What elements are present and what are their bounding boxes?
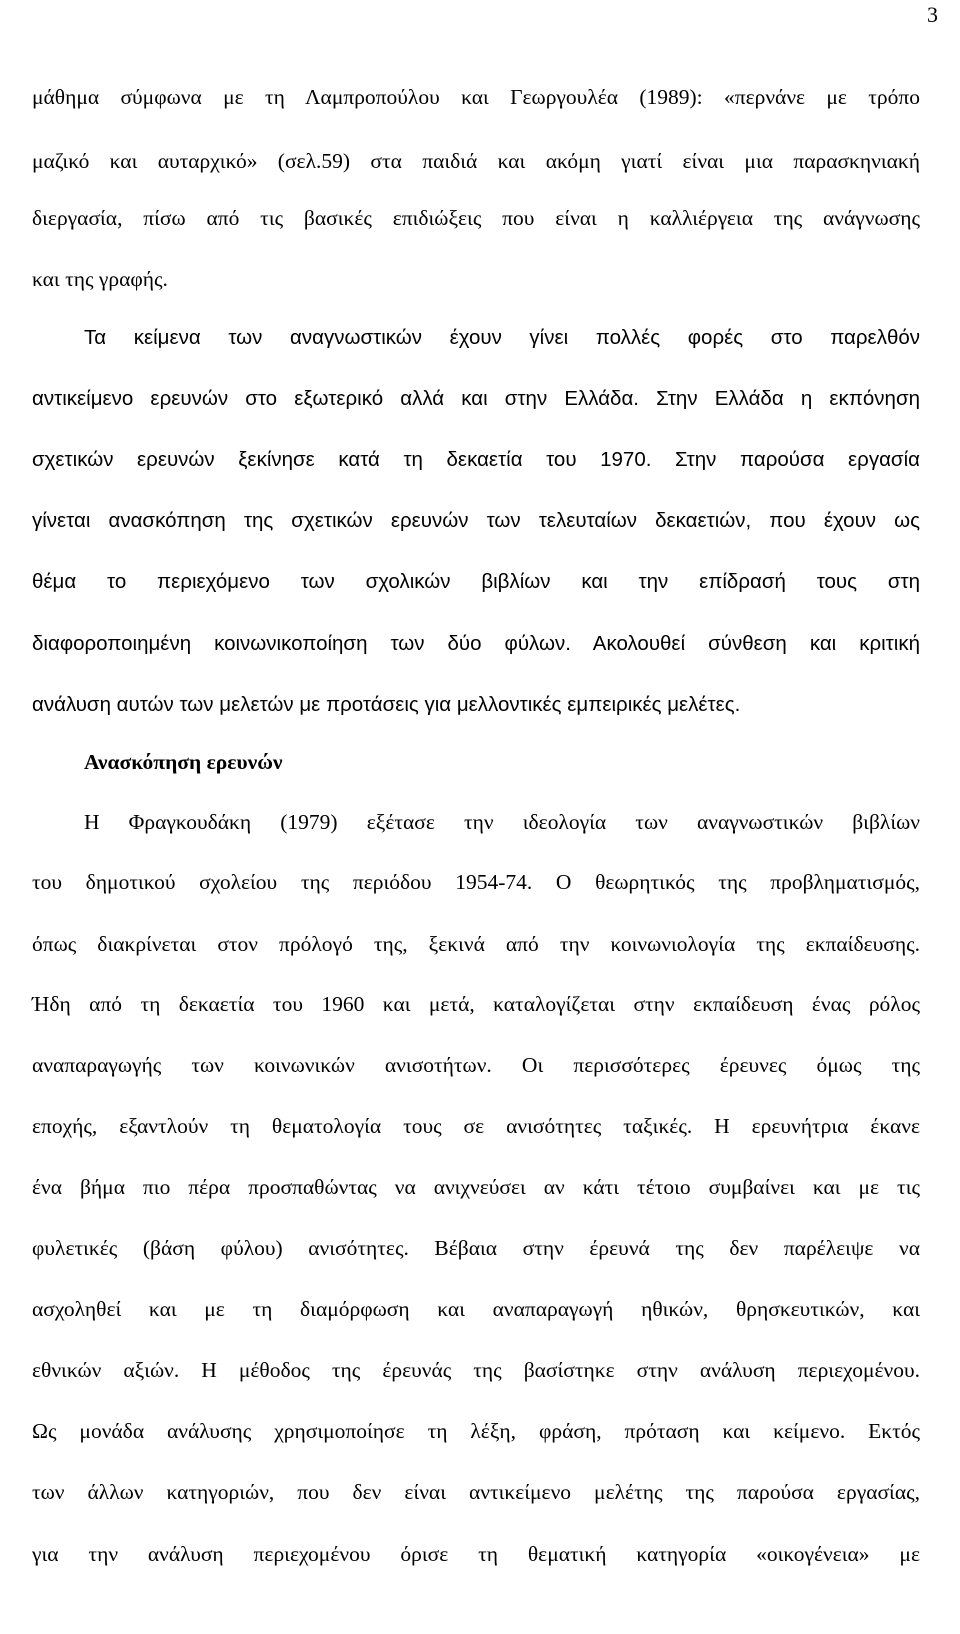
text-line: θέμα το περιεχόμενο των σχολικών βιβλίων και την επίδρασή τους στη [32, 570, 920, 593]
text-line: ασχοληθεί και με τη διαμόρφωση και αναπαραγωγή ηθικών, θρησκευτικών, και [32, 1297, 920, 1321]
text-line: σχετικών ερευνών ξεκίνησε κατά τη δεκαετία του 1970. Στην παρούσα εργασία [32, 448, 920, 471]
text-line: αναπαραγωγής των κοινωνικών ανισοτήτων. Οι περισσότερες έρευνες όμως της [32, 1053, 920, 1077]
text-line: Τα κείμενα των αναγνωστικών έχουν γίνει πολλές φορές στο παρελθόν [84, 326, 920, 349]
text-line: για την ανάλυση περιεχομένου όρισε τη θεματική κατηγορία «οικογένεια» με [32, 1542, 920, 1566]
text-line: φυλετικές (βάση φύλου) ανισότητες. Βέβαια στην έρευνά της δεν παρέλειψε να [32, 1236, 920, 1260]
text-line: γίνεται ανασκόπηση της σχετικών ερευνών των τελευταίων δεκαετιών, που έχουν ως [32, 509, 920, 532]
text-line: και της γραφής. [32, 267, 168, 291]
section-heading: Ανασκόπηση ερευνών [84, 750, 283, 774]
text-line: των άλλων κατηγοριών, που δεν είναι αντικείμενο μελέτης της παρούσα εργασίας, [32, 1480, 920, 1504]
text-line: διεργασία, πίσω από τις βασικές επιδιώξεις που είναι η καλλιέργεια της ανάγνωσης [32, 206, 920, 230]
text-line: ένα βήμα πιο πέρα προσπαθώντας να ανιχνεύσει αν κάτι τέτοιο συμβαίνει και με τις [32, 1175, 920, 1199]
text-line: διαφοροποιημένη κοινωνικοποίηση των δύο φύλων. Ακολουθεί σύνθεση και κριτική [32, 632, 920, 655]
text-line: Ως μονάδα ανάλυσης χρησιμοποίησε τη λέξη, φράση, πρόταση και κείμενο. Εκτός [32, 1419, 920, 1443]
text-line: ανάλυση αυτών των μελετών με προτάσεις για μελλοντικές εμπειρικές μελέτες. [32, 693, 741, 716]
text-line: αντικείμενο ερευνών στο εξωτερικό αλλά και στην Ελλάδα. Στην Ελλάδα η εκπόνηση [32, 387, 920, 410]
text-line: όπως διακρίνεται στον πρόλογό της, ξεκινά από την κοινωνιολογία της εκπαίδευσης. [32, 932, 920, 956]
text-line: Η Φραγκουδάκη (1979) εξέτασε την ιδεολογία των αναγνωστικών βιβλίων [84, 810, 920, 834]
text-line: του δημοτικού σχολείου της περιόδου 1954-74. Ο θεωρητικός της προβληματισμός, [32, 870, 920, 894]
text-line: μαζικό και αυταρχικό» (σελ.59) στα παιδιά και ακόμη γιατί είναι μια παρασκηνιακή [32, 149, 920, 173]
text-line: εθνικών αξιών. Η μέθοδος της έρευνάς της βασίστηκε στην ανάλυση περιεχομένου. [32, 1358, 920, 1382]
text-line: μάθημα σύμφωνα με τη Λαμπροπούλου και Γεωργουλέα (1989): «περνάνε με τρόπο [32, 85, 920, 109]
text-line: Ήδη από τη δεκαετία του 1960 και μετά, καταλογίζεται στην εκπαίδευση ένας ρόλος [32, 992, 920, 1016]
page-number: 3 [927, 2, 938, 27]
text-line: εποχής, εξαντλούν τη θεματολογία τους σε ανισότητες ταξικές. Η ερευνήτρια έκανε [32, 1114, 920, 1138]
